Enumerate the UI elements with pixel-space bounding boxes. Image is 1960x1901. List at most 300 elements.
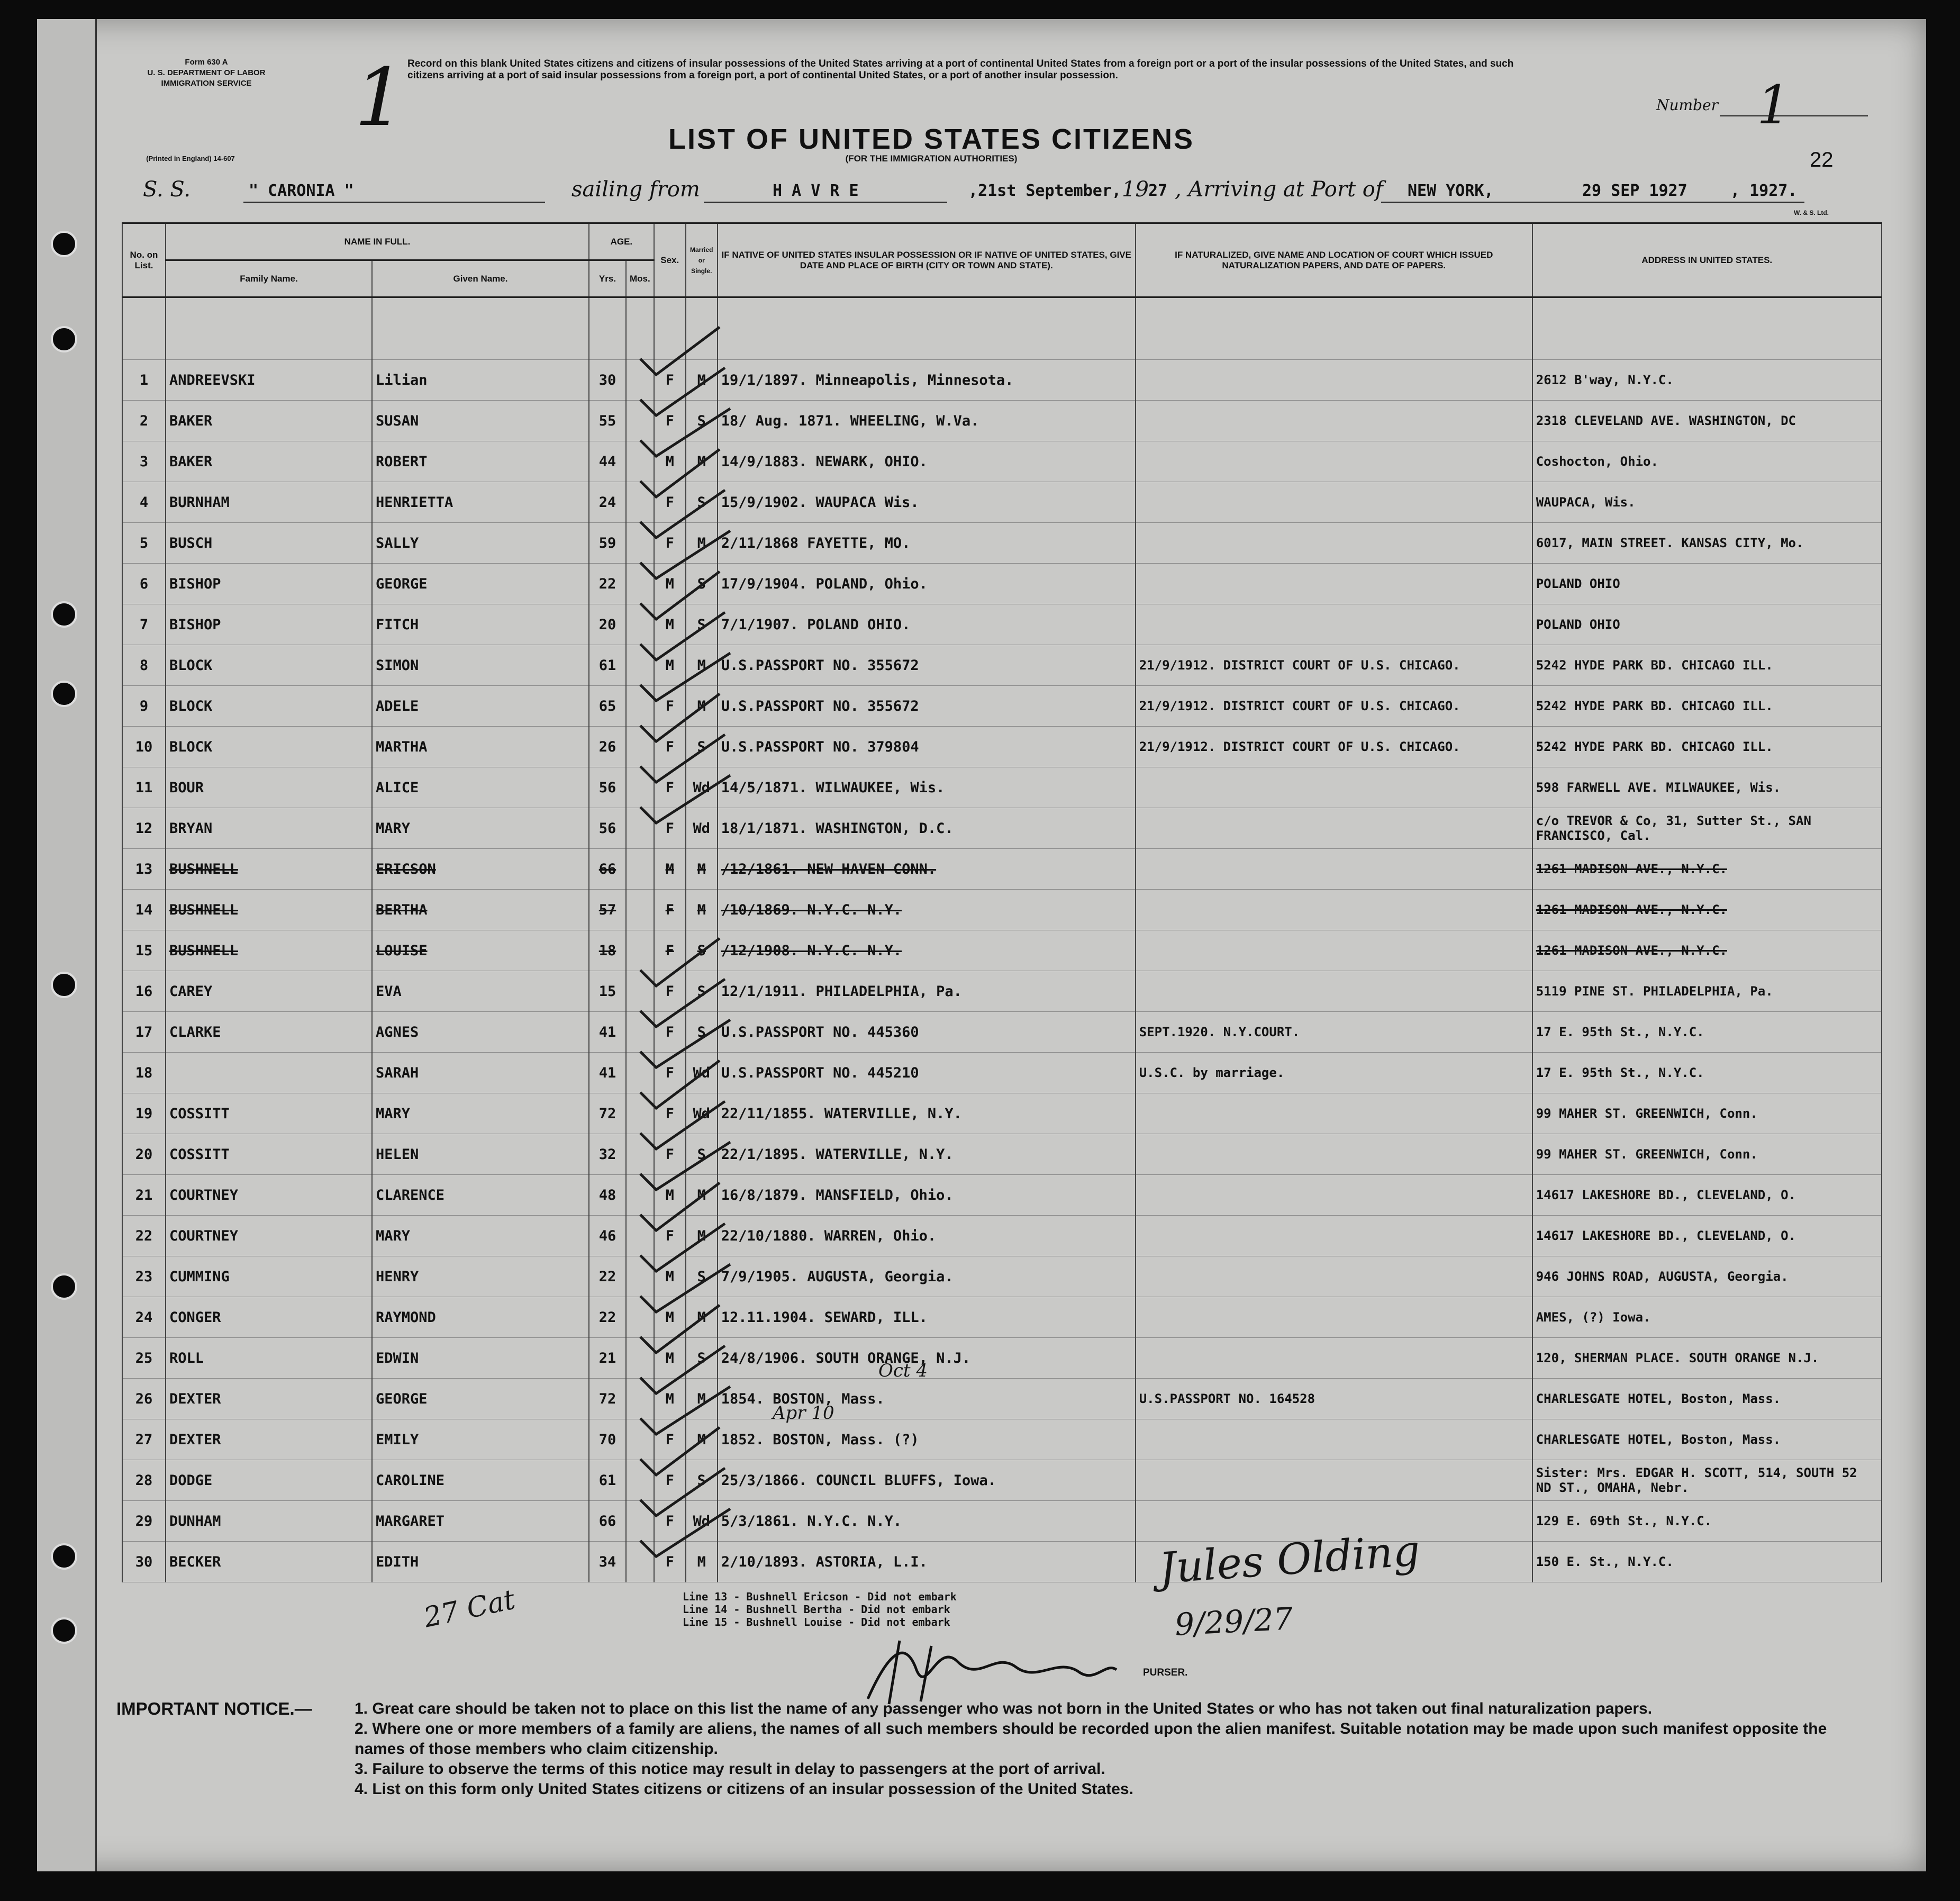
sex: F: [654, 808, 686, 849]
inspector-date: 9/29/27: [1174, 1600, 1294, 1643]
birth-info: 1854. BOSTON, Mass.: [718, 1379, 1136, 1419]
check-mark: [640, 1183, 720, 1230]
birth-info: 1852. BOSTON, Mass. (?): [718, 1419, 1136, 1460]
marital-status: M: [686, 849, 718, 890]
us-address: 129 E. 69th St., N.Y.C.: [1532, 1501, 1882, 1542]
sex: M: [654, 645, 686, 686]
given-name: MARTHA: [372, 727, 589, 767]
footnote-line: Line 14 - Bushnell Bertha - Did not embark: [683, 1603, 950, 1616]
check-mark: [640, 327, 720, 375]
footnote-line: Line 13 - Bushnell Ericson - Did not embark: [683, 1590, 957, 1603]
us-address: CHARLESGATE HOTEL, Boston, Mass.: [1532, 1379, 1882, 1419]
naturalization-info: 21/9/1912. DISTRICT COURT OF U.S. CHICAGO.: [1136, 645, 1532, 686]
number-value: 1: [1757, 74, 1791, 136]
given-name: HELEN: [372, 1134, 589, 1175]
birth-info: 18/ Aug. 1871. WHEELING, W.Va.: [718, 401, 1136, 441]
given-name: BERTHA: [372, 890, 589, 930]
us-address: 150 E. St., N.Y.C.: [1532, 1542, 1882, 1582]
family-name: DEXTER: [166, 1379, 372, 1419]
year-end: , 1927.: [1730, 182, 1798, 200]
family-name: BUSCH: [166, 523, 372, 564]
family-name: BRYAN: [166, 808, 372, 849]
row-number: 4: [122, 482, 166, 523]
sex: M: [654, 1379, 686, 1419]
punch-hole: [51, 1273, 77, 1300]
given-name: AGNES: [372, 1012, 589, 1053]
birth-info: 2/10/1893. ASTORIA, L.I.: [718, 1542, 1136, 1582]
marital-status: Wd: [686, 1093, 718, 1134]
given-name: MARY: [372, 1093, 589, 1134]
us-address: 598 FARWELL AVE. MILWAUKEE, Wis.: [1532, 767, 1882, 808]
family-name: BUSHNELL: [166, 849, 372, 890]
naturalization-info: [1136, 1338, 1532, 1379]
check-mark: [640, 1142, 730, 1190]
table-row: [122, 604, 1882, 645]
given-name: HENRIETTA: [372, 482, 589, 523]
age-years: 70: [589, 1419, 626, 1460]
check-mark: [640, 1387, 730, 1434]
naturalization-info: [1136, 360, 1532, 401]
table-row: [122, 1175, 1882, 1216]
age-years: 41: [589, 1053, 626, 1093]
naturalization-info: [1136, 401, 1532, 441]
age-years: 22: [589, 564, 626, 604]
table-row: [122, 890, 1882, 930]
marital-status: M: [686, 360, 718, 401]
birth-info: 7/9/1905. AUGUSTA, Georgia.: [718, 1256, 1136, 1297]
ship-name: " CARONIA ": [249, 182, 354, 200]
punch-hole: [51, 601, 77, 628]
printer-mark: W. & S. Ltd.: [1794, 209, 1829, 216]
form-number: Form 630 A: [185, 58, 228, 67]
us-address: Sister: Mrs. EDGAR H. SCOTT, 514, SOUTH 52 ND ST., OMAHA, Nebr.: [1532, 1460, 1882, 1501]
marital-status: S: [686, 727, 718, 767]
table-row: [122, 849, 1882, 890]
us-address: 2612 B'way, N.Y.C.: [1532, 360, 1882, 401]
sex: M: [654, 849, 686, 890]
sex: F: [654, 1216, 686, 1256]
notice-item: 2. Where one or more members of a family are aliens, the names of all such members should be recorded upon the alien manifest. Suitable notation may be made upon such manifest opposite the names of those members who claim citizenship.: [355, 1720, 1827, 1758]
check-mark: [640, 694, 720, 741]
table-row: [122, 401, 1882, 441]
table-row: [122, 1256, 1882, 1297]
marital-status: S: [686, 482, 718, 523]
marital-status: M: [686, 441, 718, 482]
age-years: 66: [589, 849, 626, 890]
birth-info: 5/3/1861. N.Y.C. N.Y.: [718, 1501, 1136, 1542]
given-name: Lilian: [372, 360, 589, 401]
check-mark: [640, 735, 725, 782]
us-address: c/o TREVOR & Co, 31, Sutter St., SAN FRANCISCO, Cal.: [1532, 808, 1882, 849]
given-name: FITCH: [372, 604, 589, 645]
row-number: 21: [122, 1175, 166, 1216]
sex: M: [654, 441, 686, 482]
us-address: 5242 HYDE PARK BD. CHICAGO ILL.: [1532, 686, 1882, 727]
row-number: 26: [122, 1379, 166, 1419]
family-name: BAKER: [166, 401, 372, 441]
important-notice-list: [355, 1699, 1879, 1799]
family-name: COURTNEY: [166, 1175, 372, 1216]
table-row: [122, 1419, 1882, 1460]
age-years: 20: [589, 604, 626, 645]
us-address: 1261 MADISON AVE., N.Y.C.: [1532, 849, 1882, 890]
sex: F: [654, 1501, 686, 1542]
ss-label: S. S.: [143, 177, 191, 202]
row-number: 16: [122, 971, 166, 1012]
table-row: [122, 1216, 1882, 1256]
sex: M: [654, 564, 686, 604]
form-service: IMMIGRATION SERVICE: [161, 79, 252, 88]
naturalization-info: U.S.C. by marriage.: [1136, 1053, 1532, 1093]
page-subtitle: (FOR THE IMMIGRATION AUTHORITIES): [845, 153, 1018, 164]
given-name: EDITH: [372, 1542, 589, 1582]
naturalization-info: [1136, 808, 1532, 849]
sex: F: [654, 727, 686, 767]
us-address: 14617 LAKESHORE BD., CLEVELAND, O.: [1532, 1175, 1882, 1216]
number-label: Number: [1656, 96, 1718, 114]
check-mark: [640, 449, 720, 497]
us-address: 120, SHERMAN PLACE. SOUTH ORANGE N.J.: [1532, 1338, 1882, 1379]
us-address: 17 E. 95th St., N.Y.C.: [1532, 1012, 1882, 1053]
given-name: HENRY: [372, 1256, 589, 1297]
sex: M: [654, 1256, 686, 1297]
naturalization-info: [1136, 849, 1532, 890]
given-name: SUSAN: [372, 401, 589, 441]
table-row: [122, 1338, 1882, 1379]
passenger-table: [122, 222, 1882, 1582]
birth-info: 18/1/1871. WASHINGTON, D.C.: [718, 808, 1136, 849]
row-number: 27: [122, 1419, 166, 1460]
birth-info: /12/1908. N.Y.C. N.Y.: [718, 930, 1136, 971]
birth-info: 2/11/1868 FAYETTE, MO.: [718, 523, 1136, 564]
birth-info: 12.11.1904. SEWARD, ILL.: [718, 1297, 1136, 1338]
col-mos: Mos.: [626, 260, 654, 297]
birth-info: 22/10/1880. WARREN, Ohio.: [718, 1216, 1136, 1256]
given-name: GEORGE: [372, 564, 589, 604]
us-address: 2318 CLEVELAND AVE. WASHINGTON, DC: [1532, 401, 1882, 441]
table-row: [122, 1501, 1882, 1542]
age-years: 72: [589, 1379, 626, 1419]
given-name: MARGARET: [372, 1501, 589, 1542]
family-name: BOUR: [166, 767, 372, 808]
sex: F: [654, 686, 686, 727]
age-years: 34: [589, 1542, 626, 1582]
table-row: [122, 1134, 1882, 1175]
family-name: CAREY: [166, 971, 372, 1012]
us-address: 5119 PINE ST. PHILADELPHIA, Pa.: [1532, 971, 1882, 1012]
sex: F: [654, 1012, 686, 1053]
table-row: [122, 1297, 1882, 1338]
family-name: BLOCK: [166, 686, 372, 727]
marital-status: M: [686, 1419, 718, 1460]
row-number: 28: [122, 1460, 166, 1501]
given-name: MARY: [372, 1216, 589, 1256]
us-address: WAUPACA, Wis.: [1532, 482, 1882, 523]
birth-info: 22/11/1855. WATERVILLE, N.Y.: [718, 1093, 1136, 1134]
age-years: 30: [589, 360, 626, 401]
row-number: 12: [122, 808, 166, 849]
col-yrs: Yrs.: [589, 260, 626, 297]
marital-status: S: [686, 1134, 718, 1175]
birth-info: 14/5/1871. WILWAUKEE, Wis.: [718, 767, 1136, 808]
check-mark: [640, 775, 730, 823]
family-name: BECKER: [166, 1542, 372, 1582]
family-name: BUSHNELL: [166, 890, 372, 930]
birth-info: /12/1861. NEW HAVEN CONN.: [718, 849, 1136, 890]
check-mark: [640, 1101, 725, 1149]
us-address: 14617 LAKESHORE BD., CLEVELAND, O.: [1532, 1216, 1882, 1256]
table-row: [122, 564, 1882, 604]
given-name: ERICSON: [372, 849, 589, 890]
row-number: 2: [122, 401, 166, 441]
marital-status: M: [686, 686, 718, 727]
family-name: BLOCK: [166, 645, 372, 686]
row-number: 6: [122, 564, 166, 604]
age-years: 59: [589, 523, 626, 564]
table-row: [122, 1053, 1882, 1093]
family-name: BISHOP: [166, 564, 372, 604]
family-name: CUMMING: [166, 1256, 372, 1297]
punch-hole: [51, 1617, 77, 1644]
arrival-stamp: 29 SEP 1927: [1582, 182, 1687, 200]
marital-status: Wd: [686, 1501, 718, 1542]
us-address: POLAND OHIO: [1532, 564, 1882, 604]
table-row: [122, 523, 1882, 564]
sex: F: [654, 1134, 686, 1175]
naturalization-info: [1136, 482, 1532, 523]
birth-info: 7/1/1907. POLAND OHIO.: [718, 604, 1136, 645]
important-notice-label: IMPORTANT NOTICE.—: [116, 1699, 312, 1718]
naturalization-info: [1136, 604, 1532, 645]
sex: F: [654, 1419, 686, 1460]
birth-info: U.S.PASSPORT NO. 355672: [718, 686, 1136, 727]
marital-status: S: [686, 1012, 718, 1053]
row-number: 19: [122, 1093, 166, 1134]
row-number: 8: [122, 645, 166, 686]
age-years: 72: [589, 1093, 626, 1134]
port-from: H A V R E: [773, 182, 859, 200]
given-name: RAYMOND: [372, 1297, 589, 1338]
marital-status: Wd: [686, 1053, 718, 1093]
marital-status: M: [686, 1175, 718, 1216]
given-name: SALLY: [372, 523, 589, 564]
table-row: [122, 767, 1882, 808]
naturalization-info: [1136, 890, 1532, 930]
birth-info: 17/9/1904. POLAND, Ohio.: [718, 564, 1136, 604]
age-years: 44: [589, 441, 626, 482]
col-family: Family Name.: [166, 260, 372, 297]
us-address: 6017, MAIN STREET. KANSAS CITY, Mo.: [1532, 523, 1882, 564]
naturalization-info: SEPT.1920. N.Y.COURT.: [1136, 1012, 1532, 1053]
family-name: BISHOP: [166, 604, 372, 645]
naturalization-info: [1136, 1297, 1532, 1338]
given-name: SARAH: [372, 1053, 589, 1093]
marital-status: S: [686, 1256, 718, 1297]
col-birth: IF NATIVE OF UNITED STATES INSULAR POSSESSION OR IF NATIVE OF UNITED STATES, GIVE DATE AND PLACE OF BIRTH (CITY OR TOWN AND STATE).: [718, 223, 1136, 297]
page-number: 22: [1810, 148, 1834, 171]
check-mark: [640, 368, 725, 415]
age-years: 56: [589, 767, 626, 808]
check-mark: [640, 1061, 720, 1108]
col-name-in-full: NAME IN FULL.: [166, 223, 589, 260]
port-from-underline: [704, 202, 947, 203]
row-number: 22: [122, 1216, 166, 1256]
us-address: POLAND OHIO: [1532, 604, 1882, 645]
sex: F: [654, 890, 686, 930]
punch-hole: [51, 326, 77, 352]
age-years: 32: [589, 1134, 626, 1175]
birth-info: 25/3/1866. COUNCIL BLUFFS, Iowa.: [718, 1460, 1136, 1501]
marital-status: S: [686, 1460, 718, 1501]
us-address: 946 JOHNS ROAD, AUGUSTA, Georgia.: [1532, 1256, 1882, 1297]
footnotes: [683, 1590, 957, 1628]
check-mark: [640, 612, 725, 660]
notice-item: 3. Failure to observe the terms of this notice may result in delay to passengers at the port of arrival.: [355, 1760, 1105, 1778]
check-marks: [624, 318, 762, 1577]
family-name: [166, 1053, 372, 1093]
birth-info: U.S.PASSPORT NO. 355672: [718, 645, 1136, 686]
check-mark: [640, 653, 730, 701]
check-mark: [640, 1427, 720, 1475]
given-name: ALICE: [372, 767, 589, 808]
table-row: [122, 686, 1882, 727]
binding-margin: [37, 19, 97, 1871]
marital-status: M: [686, 1216, 718, 1256]
row-number: 5: [122, 523, 166, 564]
marital-status: Wd: [686, 808, 718, 849]
birth-info: 22/1/1895. WATERVILLE, N.Y.: [718, 1134, 1136, 1175]
birth-info: 24/8/1906. SOUTH ORANGE, N.J.: [718, 1338, 1136, 1379]
naturalization-info: [1136, 1134, 1532, 1175]
table-row: [122, 1093, 1882, 1134]
marital-status: M: [686, 645, 718, 686]
naturalization-info: 21/9/1912. DISTRICT COURT OF U.S. CHICAGO.: [1136, 727, 1532, 767]
table-row: [122, 441, 1882, 482]
age-years: 46: [589, 1216, 626, 1256]
row-number: 18: [122, 1053, 166, 1093]
count-note: 27 Cat: [421, 1583, 518, 1634]
col-no: No. on List.: [122, 223, 166, 297]
row-number: 3: [122, 441, 166, 482]
marital-status: M: [686, 1297, 718, 1338]
given-name: CLARENCE: [372, 1175, 589, 1216]
family-name: DUNHAM: [166, 1501, 372, 1542]
naturalization-info: [1136, 767, 1532, 808]
given-name: EDWIN: [372, 1338, 589, 1379]
marital-status: S: [686, 971, 718, 1012]
us-address: 99 MAHER ST. GREENWICH, Conn.: [1532, 1134, 1882, 1175]
family-name: BURNHAM: [166, 482, 372, 523]
birth-info: 14/9/1883. NEWARK, OHIO.: [718, 441, 1136, 482]
us-address: Coshocton, Ohio.: [1532, 441, 1882, 482]
age-years: 41: [589, 1012, 626, 1053]
marital-status: S: [686, 564, 718, 604]
sex: F: [654, 1053, 686, 1093]
punch-hole: [51, 1543, 77, 1570]
row-number: 25: [122, 1338, 166, 1379]
sex: F: [654, 360, 686, 401]
family-name: DEXTER: [166, 1419, 372, 1460]
sex: F: [654, 971, 686, 1012]
footnote-line: Line 15 - Bushnell Louise - Did not embark: [683, 1616, 950, 1628]
purser-signature-scrawl: [857, 1630, 1122, 1709]
naturalization-info: [1136, 441, 1532, 482]
age-years: 57: [589, 890, 626, 930]
sex: M: [654, 1297, 686, 1338]
row-number: 14: [122, 890, 166, 930]
age-years: 55: [589, 401, 626, 441]
age-years: 22: [589, 1297, 626, 1338]
sex: F: [654, 930, 686, 971]
table-row: [122, 482, 1882, 523]
us-address: AMES, (?) Iowa.: [1532, 1297, 1882, 1338]
row-number: 10: [122, 727, 166, 767]
age-years: 65: [589, 686, 626, 727]
birth-info: U.S.PASSPORT NO. 445360: [718, 1012, 1136, 1053]
sex: F: [654, 767, 686, 808]
marital-status: Wd: [686, 767, 718, 808]
us-address: 1261 MADISON AVE., N.Y.C.: [1532, 890, 1882, 930]
table-row: [122, 1542, 1882, 1582]
sex: F: [654, 482, 686, 523]
row-number: 1: [122, 360, 166, 401]
given-name: GEORGE: [372, 1379, 589, 1419]
row-number: 13: [122, 849, 166, 890]
given-name: ROBERT: [372, 441, 589, 482]
age-years: 21: [589, 1338, 626, 1379]
table-row: [122, 727, 1882, 767]
ship-underline: [243, 202, 545, 203]
us-address: 17 E. 95th St., N.Y.C.: [1532, 1053, 1882, 1093]
age-years: 22: [589, 1256, 626, 1297]
given-name: CAROLINE: [372, 1460, 589, 1501]
row-number: 20: [122, 1134, 166, 1175]
family-name: DODGE: [166, 1460, 372, 1501]
family-name: BUSHNELL: [166, 930, 372, 971]
birth-info: 16/8/1879. MANSFIELD, Ohio.: [718, 1175, 1136, 1216]
given-name: LOUISE: [372, 930, 589, 971]
marital-status: M: [686, 523, 718, 564]
birth-info: 19/1/1897. Minneapolis, Minnesota.: [718, 360, 1136, 401]
us-address: 1261 MADISON AVE., N.Y.C.: [1532, 930, 1882, 971]
col-sex: Sex.: [654, 223, 686, 297]
sex: F: [654, 401, 686, 441]
naturalization-info: U.S.PASSPORT NO. 164528: [1136, 1379, 1532, 1419]
row-number: 9: [122, 686, 166, 727]
col-address: ADDRESS IN UNITED STATES.: [1532, 223, 1882, 297]
naturalization-info: [1136, 1093, 1532, 1134]
naturalization-info: 21/9/1912. DISTRICT COURT OF U.S. CHICAGO.: [1136, 686, 1532, 727]
family-name: BAKER: [166, 441, 372, 482]
check-mark: [640, 1346, 725, 1393]
sex: F: [654, 1093, 686, 1134]
family-name: CONGER: [166, 1297, 372, 1338]
age-years: 26: [589, 727, 626, 767]
blank-row: [122, 297, 1882, 360]
sheet-mark: 1: [355, 52, 405, 144]
notice-item: 4. List on this form only United States citizens or citizens of an insular possession of the United States.: [355, 1780, 1133, 1798]
table-row: [122, 930, 1882, 971]
us-address: 99 MAHER ST. GREENWICH, Conn.: [1532, 1093, 1882, 1134]
naturalization-info: [1136, 930, 1532, 971]
row-number: 29: [122, 1501, 166, 1542]
table-row: [122, 1379, 1882, 1419]
row-number: 23: [122, 1256, 166, 1297]
check-mark: [640, 409, 730, 456]
table-row: [122, 645, 1882, 686]
birth-info: 12/1/1911. PHILADELPHIA, Pa.: [718, 971, 1136, 1012]
marital-status: S: [686, 930, 718, 971]
